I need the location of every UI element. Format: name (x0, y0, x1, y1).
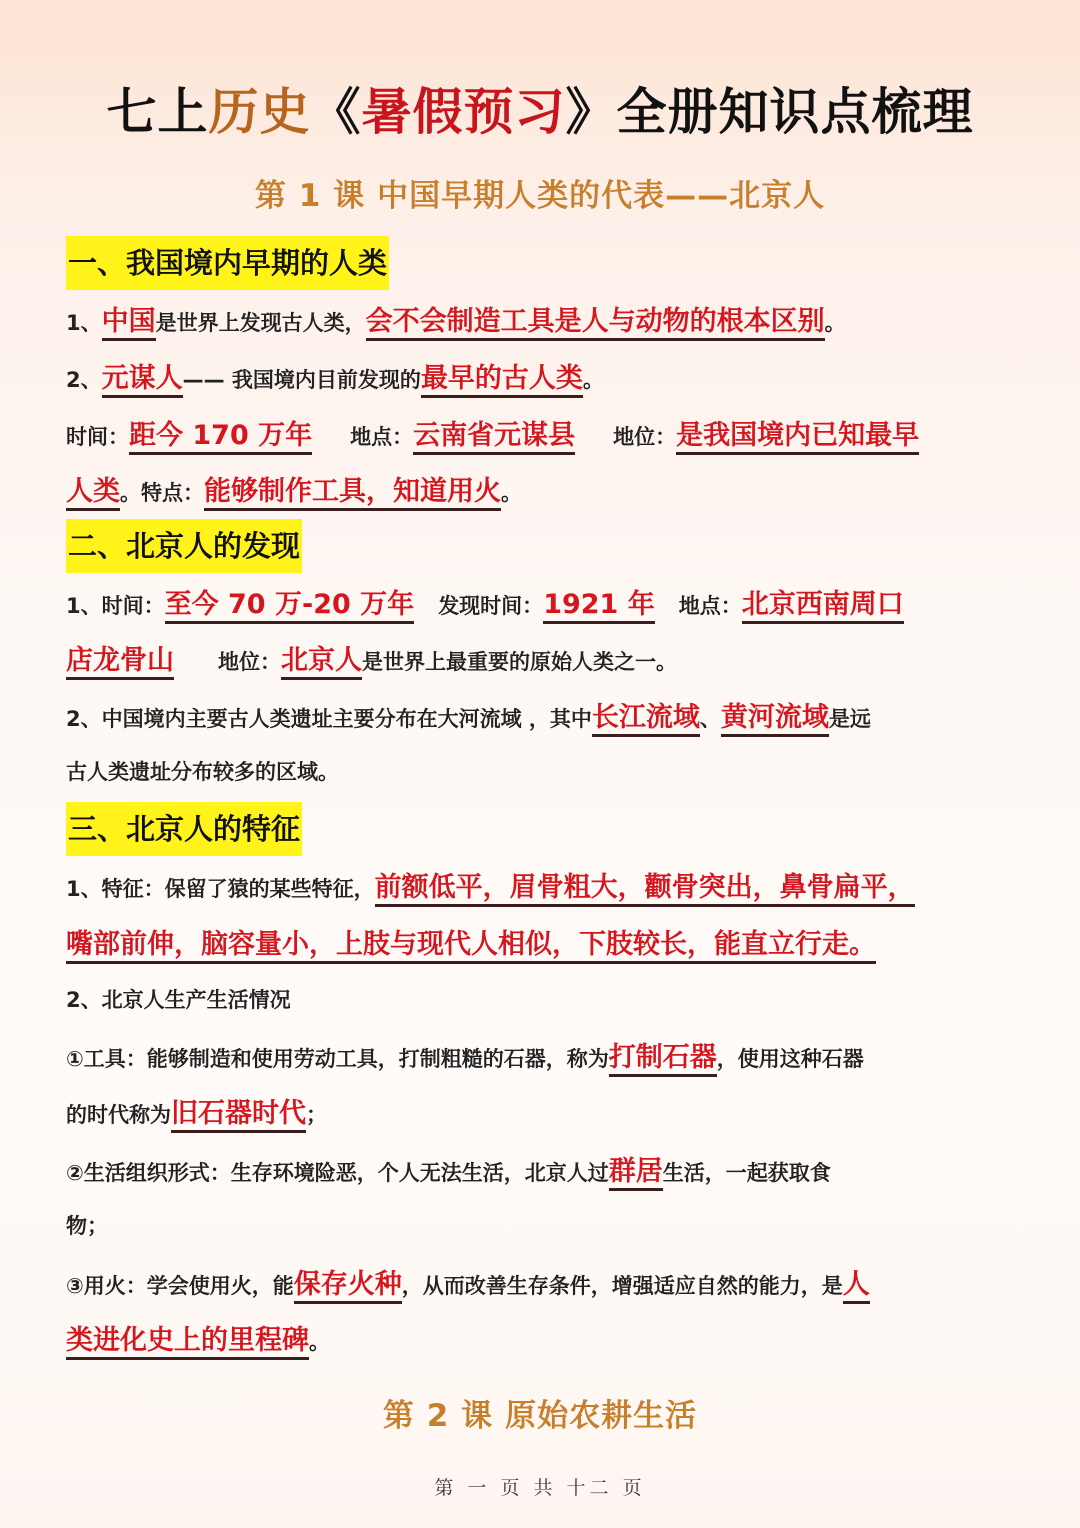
s3-line-8: ③用火：学会使用火，能保存火种，从而改善生存条件，增强适应自然的能力，是人 (66, 1265, 1016, 1306)
s1-line-1: 1、中国是世界上发现古人类，会不会制造工具是人与动物的根本区别。 (66, 302, 1016, 343)
section-3-heading: 三、北京人的特征 (66, 802, 302, 856)
page-title: 七上历史《暑假预习》全册知识点梳理 (106, 82, 974, 141)
s3-line-6: ②生活组织形式：生存环境险恶，个人无法生活，北京人过群居生活，一起获取食 (66, 1152, 1016, 1193)
s3-line-7: 物； (66, 1214, 108, 1238)
s2-line-2: 店龙骨山 地位：北京人是世界上最重要的原始人类之一。 (66, 641, 1016, 682)
s1-line-3: 时间：距今 170 万年 地点：云南省元谋县 地位：是我国境内已知最早 (66, 416, 1016, 457)
s2-line-3: 2、中国境内主要古人类遗址主要分布在大河流域 ，其中长江流域、黄河流域是远 (66, 698, 1016, 739)
s3-line-3: 2、北京人生产生活情况 (66, 988, 291, 1012)
section-2-heading: 二、北京人的发现 (66, 519, 302, 573)
s1-line-4: 人类。特点：能够制作工具，知道用火。 (66, 472, 1016, 513)
section-1-heading: 一、我国境内早期的人类 (66, 236, 389, 290)
s3-line-1: 1、特征：保留了猿的某些特征，前额低平，眉骨粗大，颧骨突出，鼻骨扁平， (66, 868, 1016, 909)
s3-line-4: ①工具：能够制造和使用劳动工具，打制粗糙的石器，称为打制石器，使用这种石器 (66, 1038, 1016, 1079)
s2-line-4: 古人类遗址分布较多的区域。 (66, 760, 339, 784)
s2-line-1: 1、时间：至今 70 万-20 万年 发现时间：1921 年 地点：北京西南周口 (66, 585, 1016, 626)
s1-line-2: 2、元谋人—— 我国境内目前发现的最早的古人类。 (66, 359, 1016, 400)
page-footer: 第 一 页 共 十二 页 (434, 1477, 646, 1499)
lesson-2-title: 第 2 课 原始农耕生活 (382, 1398, 698, 1434)
s3-line-9: 类进化史上的里程碑。 (66, 1321, 1016, 1362)
s3-line-5: 的时代称为旧石器时代； (66, 1094, 1016, 1135)
s3-line-2: 嘴部前伸，脑容量小，上肢与现代人相似，下肢较长，能直立行走。 (66, 925, 1016, 966)
lesson-1-title: 第 1 课 中国早期人类的代表——北京人 (254, 178, 826, 214)
